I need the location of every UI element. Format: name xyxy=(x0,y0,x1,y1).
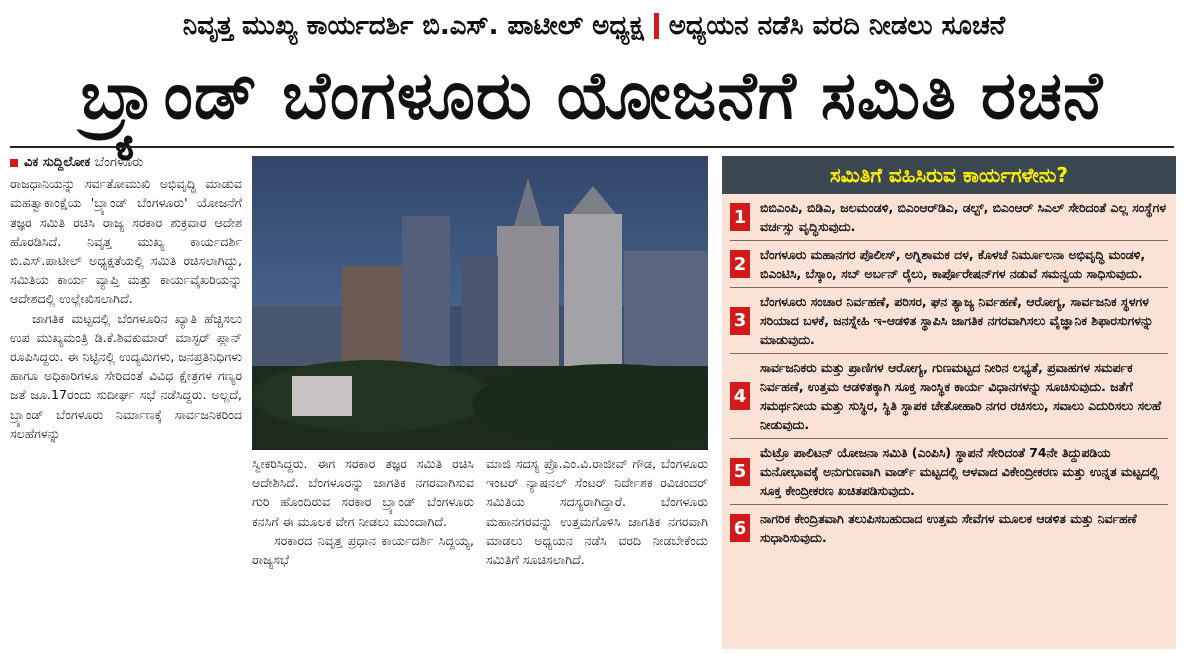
byline xyxy=(10,153,242,172)
item-text: ಸಾರ್ವಜನಿಕರು ಮತ್ತು ಪ್ರಾಣಿಗಳ ಆರೋಗ್ಯ, ಗುಣಮಟ್ಟದ ನೀರಿನ ಲಭ್ಯತೆ, ಪ್ರವಾಹಗಳ ಸಮರ್ಪಕ ನಿರ್ವಹಣೆ, ಉತ್ತಮ ಆಡಳಿತಕ್ಕಾಗಿ ಸೂಕ್ತ ಸಾಂಸ್ಥಿಕ ಕಾರ್ಯ ವಿಧಾನಗಳನ್ನು ಸೂಚಿಸುವುದು. ಜತೆಗೆ ಸಮರ್ಥನೀಯ ಮತ್ತು ಸುಸ್ಥಿರ, ಸ್ಥಿತಿ ಸ್ಥಾಪಕ ಚೇತೋಹಾರಿ ನಗರ ರಚಿಸಲು, ಸವಾಲು ಎದುರಿಸಲು ಸಲಹೆ ನೀಡುವುದು. xyxy=(760,360,1162,432)
byline-square-icon xyxy=(10,159,18,167)
city-skyline-photo xyxy=(252,156,708,450)
article-column-2 xyxy=(252,454,474,649)
item-text: ಬೆಂಗಳೂರು ಸಂಚಾರ ನಿರ್ವಹಣೆ, ಪರಿಸರ, ಘನ ತ್ಯಾಜ್ಯ ನಿರ್ವಹಣೆ, ಆರೋಗ್ಯ, ಸಾರ್ವಜನಿಕ ಸ್ಥಳಗಳ ಸರಿಯಾದ ಬಳಕೆ, ಜನಸ್ನೇಹಿ ಇ-ಆಡಳಿತ ಸ್ಥಾಪಿಸಿ ಜಾಗತಿಕ ನಗರವಾಗಿಸಲು ವೈಜ್ಞಾನಿಕ ಶಿಫಾರಸುಗಳನ್ನು ಮಾಡುವುದು. xyxy=(760,294,1154,347)
byline-source: ವಿಕ ಸುದ್ದಿಲೋಕ xyxy=(24,155,91,170)
item-number: 3 xyxy=(730,307,750,335)
sidebar-box xyxy=(722,156,1176,649)
sidebar-title: ಸಮಿತಿಗೆ ವಹಿಸಿರುವ ಕಾರ್ಯಗಳೇನು? xyxy=(722,156,1176,194)
item-text: ನಾಗರಿಕ ಕೇಂದ್ರಿತವಾಗಿ ತಲುಪಿಸಬಹುದಾದ ಉತ್ತಮ ಸೇವೆಗಳ ಮೂಲಕ ಆಡಳಿತ ಮತ್ತು ನಿರ್ವಹಣೆ ಸುಧಾರಿಸುವುದು. xyxy=(760,511,1137,545)
article-paragraph: ರಾಜಧಾನಿಯನ್ನು ಸರ್ವತೋಮುಖಿ ಅಭಿವೃದ್ಧಿ ಮಾಡುವ ಮಹತ್ವಾಕಾಂಕ್ಷೆಯ 'ಬ್ರ್ಯಾಂಡ್ ಬೆಂಗಳೂರು' ಯೋಜನೆಗೆ ತಜ್ಞರ ಸಮಿತಿ ರಚಿಸಿ ರಾಜ್ಯ ಸರಕಾರ ಶುಕ್ರವಾರ ಆದೇಶ ಹೊರಡಿಸಿದೆ. ನಿವೃತ್ತ ಮುಖ್ಯ ಕಾರ್ಯದರ್ಶಿ ಬಿ.ಎಸ್.ಪಾಟೀಲ್ ಅಧ್ಯಕ್ಷತೆಯಲ್ಲಿ ಸಮಿತಿ ರಚಿಸಲಾಗಿದ್ದು, ಸಮಿತಿಯ ಕಾರ್ಯ ವ್ಯಾಪ್ತಿ ಮತ್ತು ಕಾರ್ಯವೈಖರಿಯನ್ನು ಆದೇಶದಲ್ಲಿ ಉಲ್ಲೇಖಿಸಲಾಗಿದೆ. xyxy=(10,176,242,307)
article-paragraph: ಸರಕಾರದ ನಿವೃತ್ತ ಪ್ರಧಾನ ಕಾರ್ಯದರ್ಶಿ ಸಿದ್ದಯ್ಯ, ರಾಜ್ಯಸಭೆ xyxy=(252,532,474,568)
sidebar-item xyxy=(730,288,1168,354)
item-number: 5 xyxy=(730,458,750,486)
byline-place: ಬೆಂಗಳೂರು xyxy=(94,155,144,170)
sidebar-list xyxy=(722,194,1176,551)
article-paragraph: ಜಾಗತಿಕ ಮಟ್ಟದಲ್ಲಿ ಬೆಂಗಳೂರಿನ ಖ್ಯಾತಿ ಹೆಚ್ಚಿಸಲು ಉಪ ಮುಖ್ಯಮಂತ್ರಿ ಡಿ.ಕೆ.ಶಿವಕುಮಾರ್ ಮಾಸ್ಟರ್ ಪ್ಲಾನ್ ರೂಪಿಸಿದ್ದರು. ಈ ನಿಟ್ಟಿನಲ್ಲಿ ಉದ್ಯಮಿಗಳು, ಜನಪ್ರತಿನಿಧಿಗಳು ಹಾಗೂ ಅಧಿಕಾರಿಗಳೂ ಸೇರಿದಂತೆ ವಿವಿಧ ಕ್ಷೇತ್ರಗಳ ಗಣ್ಯರ ಜತೆ ಜೂ.17ರಂದು ಸುದೀರ್ಘ ಸಭೆ ನಡೆಸಿದ್ದರು. ಅಲ್ಲದೆ, ಬ್ರ್ಯಾಂಡ್ ಬೆಂಗಳೂರು ನಿರ್ಮಾಣಕ್ಕೆ ಸಾರ್ವಜನಿಕರಿಂದ ಸಲಹೆಗಳನ್ನು xyxy=(10,310,242,441)
skyline-illustration xyxy=(252,156,708,450)
sidebar-item xyxy=(730,194,1168,241)
sidebar-item xyxy=(730,505,1168,551)
item-number: 4 xyxy=(730,382,750,410)
item-number: 6 xyxy=(730,514,750,542)
kicker-separator xyxy=(654,13,659,39)
headline-rule xyxy=(10,146,1174,148)
item-number: 2 xyxy=(730,250,750,278)
item-text: ಬಿಬಿಎಂಪಿ, ಬಿಡಿಎ, ಜಲಮಂಡಳಿ, ಬಿಎಂಆರ್‌ಡಿಎ, ಡಲ್ಟ್, ಬಿಎಂಆರ್ ಸಿಎಲ್ ಸೇರಿದಂತೆ ಎಲ್ಲ ಸಂಸ್ಥೆಗಳ ವರ್ಚಸ್ಸು ವೃದ್ಧಿಸುವುದು. xyxy=(760,200,1166,234)
sidebar-item xyxy=(730,439,1168,505)
headline: ಬ್ರ್ಯಾಂಡ್ ಬೆಂಗಳೂರು ಯೋಜನೆಗೆ ಸಮಿತಿ ರಚನೆ xyxy=(80,56,1104,134)
article-paragraph: ಮಾಜಿ ಸದಸ್ಯ ಪ್ರೊ.ಎಂ.ವಿ.ರಾಜೀವ್ ಗೌಡ, ಬೆಂಗಳೂರು ಇಂಟರ್‌ ನ್ಯಾಷನಲ್ ಸೆಂಟರ್ ನಿರ್ದೇಶಕ ರವಿಚಂದರ್ ಸಮಿತಿಯ ಸದಸ್ಯರಾಗಿದ್ದಾರೆ. ಬೆಂಗಳೂರು ಮಹಾನಗರವನ್ನು ಉತ್ತಮಗೊಳಿಸಿ ಜಾಗತಿಕ ನಗರವಾಗಿ ಮಾಡಲು ಅಧ್ಯಯನ ನಡೆಸಿ ವರದಿ ನೀಡಬೇಕೆಂದು ಸಮಿತಿಗೆ ಸೂಚಿಸಲಾಗಿದೆ. xyxy=(486,456,708,568)
article-column-3 xyxy=(486,454,708,649)
item-number: 1 xyxy=(730,203,750,231)
item-text: ಮೆಟ್ರೊ ಪಾಲಿಟನ್ ಯೋಜನಾ ಸಮಿತಿ (ಎಂಪಿಸಿ) ಸ್ಥಾಪನೆ ಸೇರಿದಂತೆ 74ನೇ ತಿದ್ದುಪಡಿಯ ಮನೋಭಾವಕ್ಕೆ ಅನುಗುಣವಾಗಿ ವಾರ್ಡ್ ಮಟ್ಟದಲ್ಲಿ ಆಳವಾದ ವಿಕೇಂದ್ರೀಕರಣ ಮತ್ತು ಉನ್ನತ ಮಟ್ಟದಲ್ಲಿ ಸೂಕ್ತ ಕೇಂದ್ರೀಕರಣ ಖಚಿತಪಡಿಸುವುದು. xyxy=(760,445,1159,498)
sidebar-item xyxy=(730,241,1168,288)
sidebar-item xyxy=(730,354,1168,439)
article-column-1 xyxy=(10,153,242,649)
article-paragraph: ಸ್ವೀಕರಿಸಿದ್ದರು. ಈಗ ಸರಕಾರ ತಜ್ಞರ ಸಮಿತಿ ರಚಿಸಿ ಆದೇಶಿಸಿದೆ. ಬೆಂಗಳೂರನ್ನು ಜಾಗತಿಕ ನಗರವಾಗಿಸುವ ಗುರಿ ಹೊಂದಿರುವ ಸರಕಾರ ಬ್ರ್ಯಾಂಡ್ ಬೆಂಗಳೂರು ಕನಸಿಗೆ ಈ ಮೂಲಕ ವೇಗ ನೀಡಲು ಮುಂದಾಗಿದೆ. xyxy=(252,456,474,529)
kicker-left: ನಿವೃತ್ತ ಮುಖ್ಯ ಕಾರ್ಯದರ್ಶಿ ಬಿ.ಎಸ್. ಪಾಟೀಲ್ ಅಧ್ಯಕ್ಷ xyxy=(182,10,644,41)
kicker-line xyxy=(14,6,1174,46)
kicker-right: ಅಧ್ಯಯನ ನಡೆಸಿ ವರದಿ ನೀಡಲು ಸೂಚನೆ xyxy=(668,10,1006,41)
item-text: ಬೆಂಗಳೂರು ಮಹಾನಗರ ಪೊಲೀಸ್, ಅಗ್ನಿಶಾಮಕ ದಳ, ಕೊಳಚೆ ನಿರ್ಮೂಲನಾ ಅಭಿವೃದ್ಧಿ ಮಂಡಳಿ, ಬಿಎಂಟಿಸಿ, ಬೆಸ್ಕಾಂ, ಸಬ್ ಅರ್ಬನ್ ರೈಲು, ಕಾರ್ಪೊರೇಷನ್‌ಗಳ ನಡುವೆ ಸಮನ್ವಯ ಸಾಧಿಸುವುದು. xyxy=(760,247,1146,281)
